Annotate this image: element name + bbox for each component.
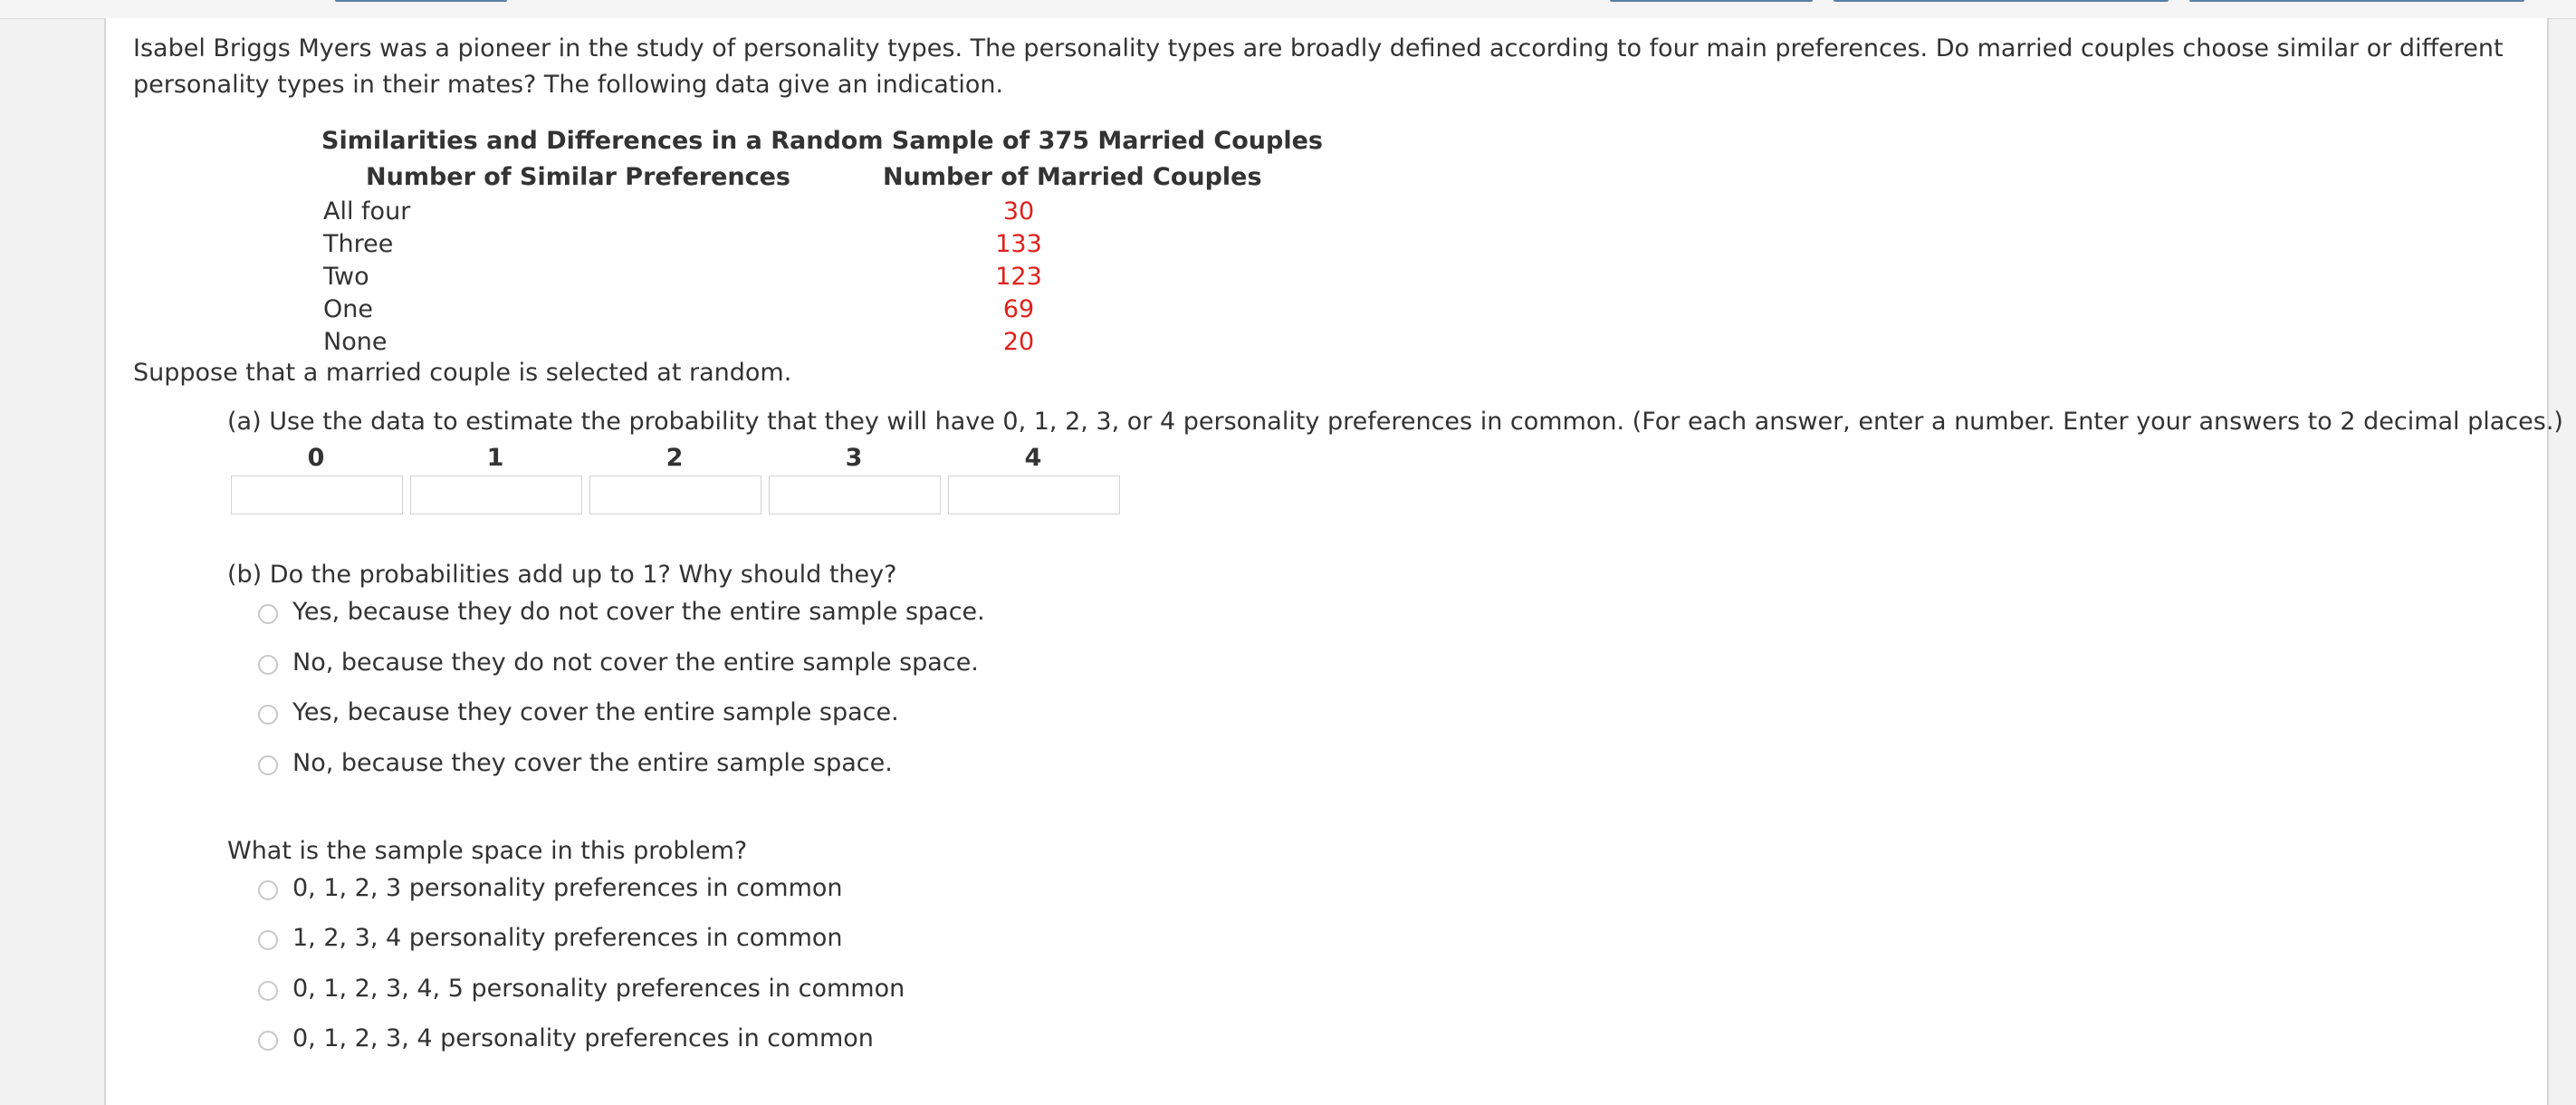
table-row-label: One [323,295,373,323]
answer-header-0: 0 [307,444,325,472]
option-label[interactable]: No, because they cover the entire sample space. [292,748,893,777]
intro-text: Isabel Briggs Myers was a pioneer in the study of personality types. The personality types are broadly defined according to four main preferences. Do married couples choose similar or different personality types in their mates? The following data give an indication. [133,34,2504,99]
question-panel [104,18,2563,1105]
option-label[interactable]: Yes, because they cover the entire sample space. [292,697,899,726]
answer-header-3: 3 [845,444,863,472]
radio-button[interactable] [258,1031,278,1051]
radio-button[interactable] [258,755,278,775]
toolbar-tab-indicator[interactable] [1610,0,1813,2]
suppose-text: Suppose that a married couple is selected at random. [133,359,792,387]
radio-button[interactable] [258,930,278,950]
table-row-label: All four [323,197,411,226]
option-label[interactable]: 0, 1, 2, 3 personality preferences in common [292,873,843,902]
sample-space-option[interactable] [258,870,843,906]
option-label[interactable]: 0, 1, 2, 3, 4 personality preferences in common [292,1023,874,1052]
column-header-couples: Number of Married Couples [883,163,1262,191]
probability-input-4[interactable] [948,476,1120,514]
option-label[interactable]: Yes, because they do not cover the entire sample space. [292,597,985,626]
column-header-preferences: Number of Similar Preferences [366,163,790,191]
probability-input-2[interactable] [589,476,761,514]
sample-space-option[interactable] [258,919,843,956]
table-row-value: 30 [1002,197,1035,226]
sample-space-prompt: What is the sample space in this problem? [227,837,748,865]
answer-header-2: 2 [666,444,684,472]
sample-space-option[interactable] [258,1020,874,1056]
option-label[interactable]: 1, 2, 3, 4 personality preferences in common [292,923,843,952]
table-row-label: Three [323,230,394,258]
answer-header-1: 1 [486,444,504,472]
radio-button[interactable] [258,604,278,624]
radio-button[interactable] [258,705,278,725]
table-row-value: 69 [1002,295,1035,323]
table-row-label: None [323,328,388,356]
table-row-label: Two [323,263,369,291]
option-label[interactable]: No, because they do not cover the entire sample space. [292,648,979,677]
probability-input-1[interactable] [410,476,582,514]
part-b-option[interactable] [258,745,893,781]
top-toolbar-strip [0,0,2576,19]
sample-space-option[interactable] [258,970,905,1006]
radio-button[interactable] [258,981,278,1001]
probability-input-3[interactable] [769,476,941,514]
radio-button[interactable] [258,880,278,900]
table-row-value: 123 [995,263,1042,291]
probability-input-0[interactable] [231,476,403,514]
part-a-prompt: (a) Use the data to estimate the probability that they will have 0, 1, 2, 3, or 4 personality preferences in common. (For each answer, enter a number. Enter your answers to 2 decimal places.) [227,408,2563,436]
toolbar-tab-indicator[interactable] [1834,0,2169,2]
part-b-prompt: (b) Do the probabilities add up to 1? Why should they? [227,561,897,589]
toolbar-tab-indicator[interactable] [335,0,507,2]
radio-button[interactable] [258,655,278,675]
part-b-option[interactable] [258,644,979,680]
table-row-value: 133 [995,230,1042,258]
option-label[interactable]: 0, 1, 2, 3, 4, 5 personality preferences in common [292,974,905,1003]
table-row-value: 20 [1002,328,1035,356]
answer-header-4: 4 [1024,444,1042,472]
toolbar-tab-indicator[interactable] [2189,0,2524,2]
part-b-option[interactable] [258,593,985,629]
part-b-option[interactable] [258,694,899,730]
table-title: Similarities and Differences in a Random Sample of 375 Married Couples [321,127,1323,155]
